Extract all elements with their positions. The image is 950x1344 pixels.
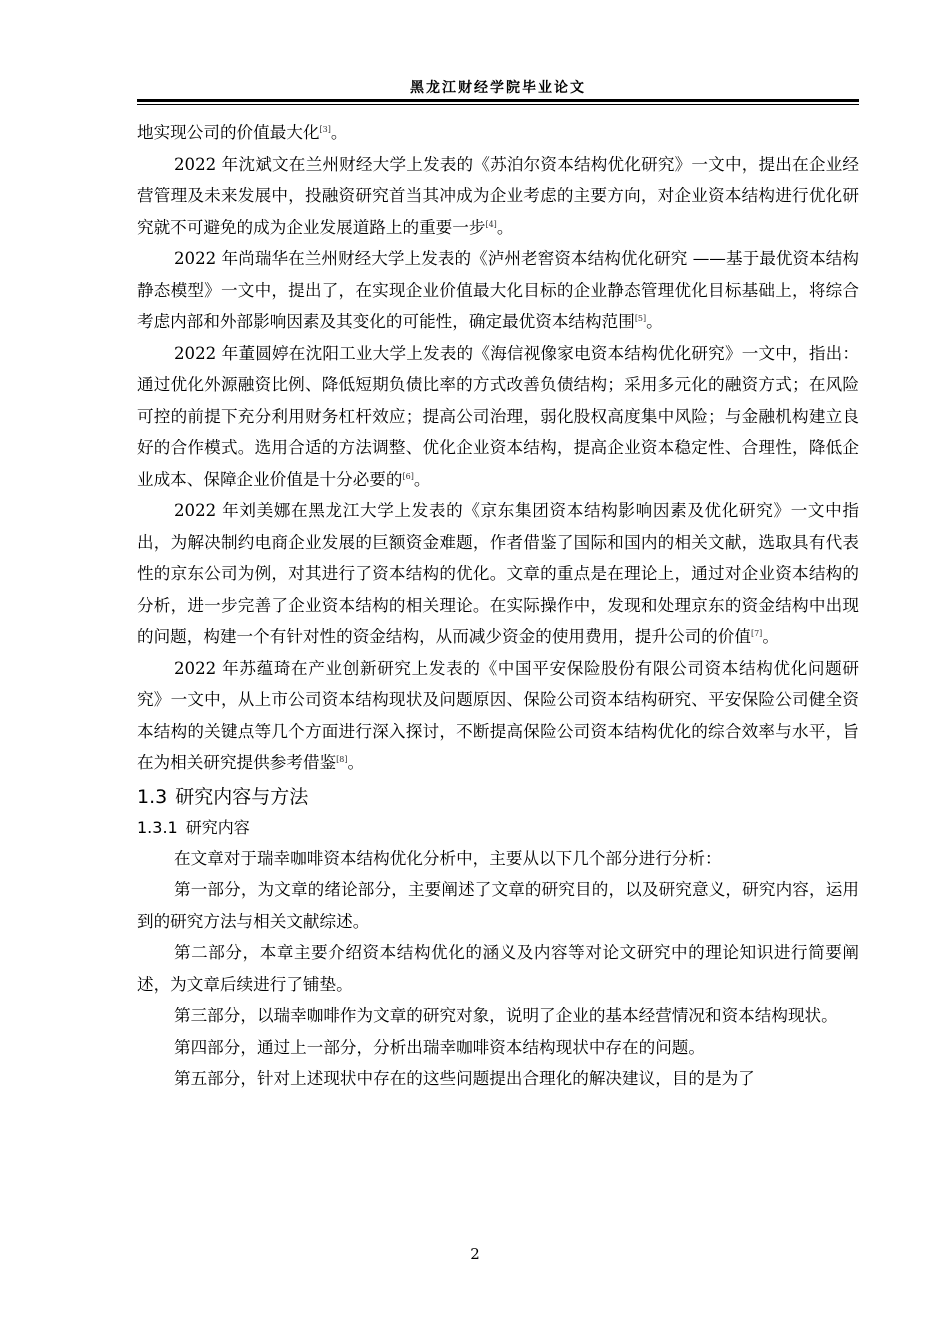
- citation-ref: [4]: [485, 219, 497, 229]
- subsection-heading: [137, 813, 859, 843]
- document-body: [137, 117, 859, 1095]
- header-rule-thick: [137, 99, 859, 102]
- header-rule-thin: [137, 104, 859, 105]
- subsection-number: 1.3.1: [137, 817, 178, 837]
- section-title: 研究内容与方法: [175, 785, 309, 808]
- paragraph: 2022 年董圆婷在沈阳工业大学上发表的《海信视像家电资本结构优化研究》一文中，指出：通过优化外源融资比例、降低短期负债比率的方式改善负债结构；采用多元化的融资方式；在风险可控的前提下充分利用财务杠杆效应；提高公司治理，弱化股权高度集中风险；与金融机构建立良好的合作模式。选用合适的方法调整、优化企业资本结构，提高企业资本稳定性、合理性，降低企业成本、保障企业价值是十分必要的[6]。: [137, 343, 859, 489]
- citation-ref: [6]: [402, 471, 414, 481]
- header-title: 黑龙江财经学院毕业论文: [410, 80, 586, 96]
- citation-ref: [8]: [336, 755, 348, 764]
- paragraph: 第三部分，以瑞幸咖啡作为文章的研究对象，说明了企业的基本经营情况和资本结构现状。: [174, 1006, 838, 1025]
- paragraph: 2022 年苏蕴琦在产业创新研究上发表的《中国平安保险股份有限公司资本结构优化问题研究》一文中，从上市公司资本结构现状及问题原因、保险公司资本结构研究、平安保险公司健全资本结构的关键点等几个方面进行深入探讨，不断提高保险公司资本结构优化的综合效率与水平，旨在为相关研究提供参考借鉴[8]。: [137, 658, 859, 772]
- paragraph: 在文章对于瑞幸咖啡资本结构优化分析中，主要从以下几个部分进行分析：: [174, 848, 722, 868]
- paragraph: 2022 年沈斌文在兰州财经大学上发表的《苏泊尔资本结构优化研究》一文中，提出在企业经营管理及未来发展中，投融资研究首当其冲成为企业考虑的主要方向，对企业资本结构进行优化研究就不可避免的成为企业发展道路上的重要一步[4]。: [137, 154, 859, 237]
- citation-ref: [5]: [634, 314, 647, 323]
- page-number: 2: [470, 1245, 480, 1263]
- subsection-title: 研究内容: [185, 817, 250, 837]
- paragraph: 2022 年刘美娜在黑龙江大学上发表的《京东集团资本结构影响因素及优化研究》一文中指出，为解决制约电商企业发展的巨额资金难题，作者借鉴了国际和国内的相关文献，选取具有代表性的京东公司为例，对其进行了资本结构的优化。文章的重点是在理论上，通过对企业资本结构的分析，进一步完善了企业资本结构的相关理论。在实际操作中，发现和处理京东的资金结构中出现的问题，构建一个有针对性的资金结构，从而减少资金的使用费用，提升公司的价值[7]。: [137, 501, 859, 646]
- section-heading: [137, 781, 859, 813]
- citation-ref: [3]: [319, 125, 331, 134]
- paragraph: 第五部分，针对上述现状中存在的这些问题提出合理化的解决建议，目的是为了: [174, 1069, 755, 1088]
- paragraph-continuation: 地实现公司的价值最大化[3]。: [137, 123, 348, 142]
- paragraph: 第一部分，为文章的绪论部分，主要阐述了文章的研究目的，以及研究意义，研究内容，运用到的研究方法与相关文献综述。: [137, 880, 859, 931]
- citation-ref: [7]: [750, 629, 763, 638]
- section-number: 1.3: [137, 785, 168, 808]
- paragraph: 2022 年尚瑞华在兰州财经大学上发表的《泸州老窖资本结构优化研究 ——基于最优资本结构静态模型》一文中，提出了，在实现企业价值最大化目标的企业静态管理优化目标基础上，将综合考虑内部和外部影响因素及其变化的可能性，确定最优资本结构范围[5]。: [137, 249, 859, 331]
- paragraph: 第二部分，本章主要介绍资本结构优化的涵义及内容等对论文研究中的理论知识进行简要阐述，为文章后续进行了铺垫。: [137, 943, 859, 994]
- paragraph: 第四部分，通过上一部分，分析出瑞幸咖啡资本结构现状中存在的问题。: [174, 1037, 705, 1057]
